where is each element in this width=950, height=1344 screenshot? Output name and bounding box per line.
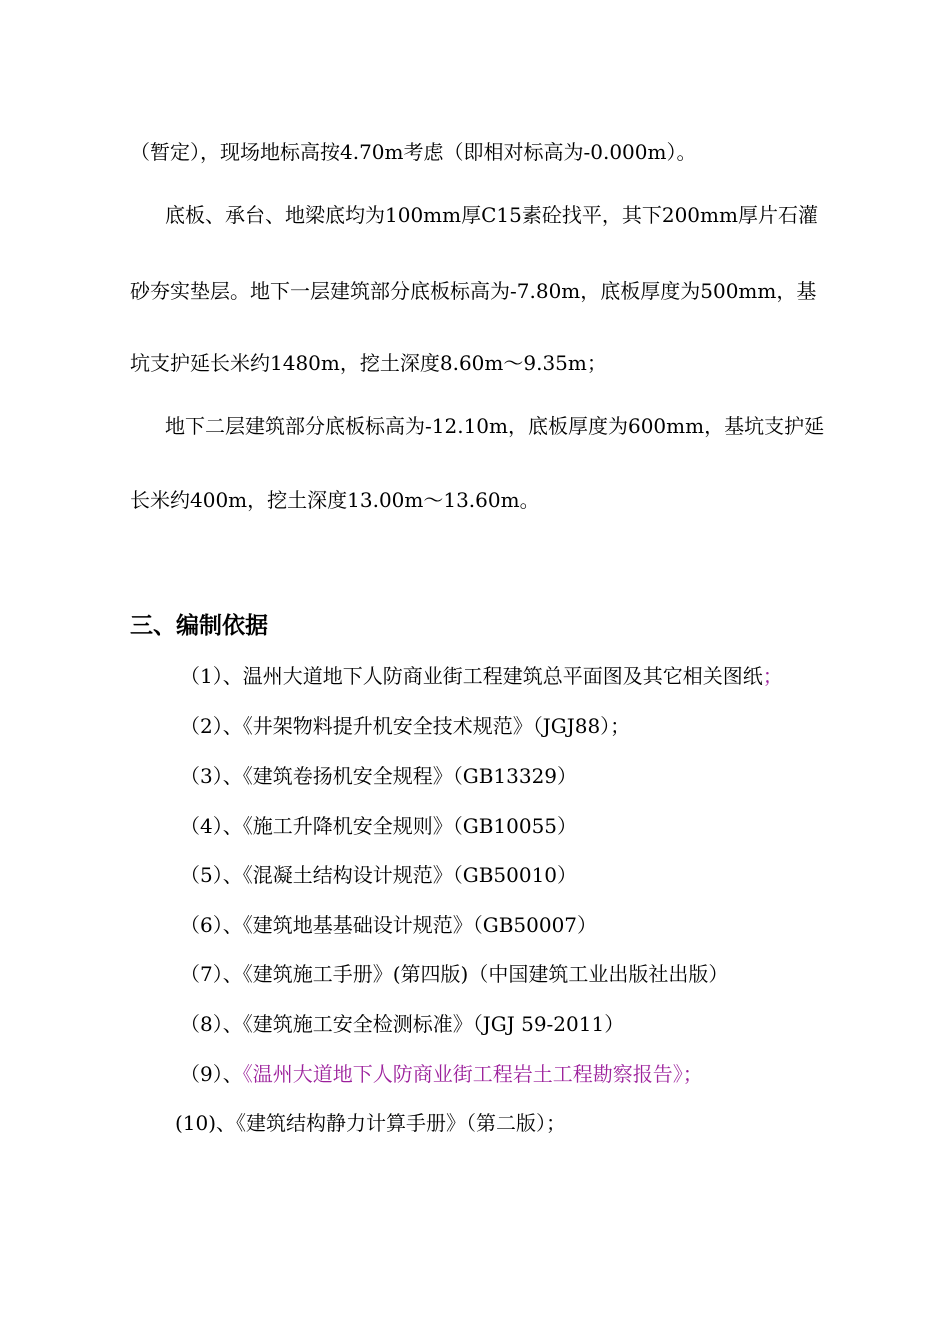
reference-item-5: （5）、《混凝土结构设计规范》（GB50010） — [180, 863, 578, 887]
body-p2-line3: 坑支护延长米约1480m，挖土深度8.60m～9.35m； — [130, 351, 607, 375]
reference-item-10: (10)、《建筑结构静力计算手册》（第二版）； — [175, 1111, 567, 1135]
body-p2-line1: 底板、承台、地梁底均为100mm厚C15素砼找平，其下200mm厚片石灌 — [165, 203, 818, 227]
reference-item-6: （6）、《建筑地基基础设计规范》（GB50007） — [180, 913, 598, 937]
reference-item-9-colored: 《温州大道地下人防商业街工程岩土工程勘察报告》； — [242, 1062, 703, 1086]
reference-item-2: （2）、《井架物料提升机安全技术规范》（JGJ88）； — [180, 714, 631, 738]
body-p3-line1: 地下二层建筑部分底板标高为-12.10m，底板厚度为600mm，基坑支护延 — [165, 414, 825, 438]
reference-item-1-suffix: ； — [762, 664, 783, 688]
reference-item-7: （7）、《建筑施工手册》(第四版)（中国建筑工业出版社出版） — [180, 962, 729, 986]
reference-item-3: （3）、《建筑卷扬机安全规程》（GB13329） — [180, 764, 578, 788]
reference-item-1 — [180, 664, 783, 688]
reference-item-8: （8）、《建筑施工安全检测标准》（JGJ 59-2011） — [180, 1012, 625, 1036]
body-p3-line2: 长米约400m，挖土深度13.00m～13.60m。 — [130, 488, 540, 512]
reference-item-9-text: （9）、 — [180, 1062, 243, 1086]
body-p2-line2: 砂夯实垫层。地下一层建筑部分底板标高为-7.80m，底板厚度为500mm，基 — [130, 279, 817, 303]
reference-item-4: （4）、《施工升降机安全规则》（GB10055） — [180, 814, 578, 838]
reference-item-1-text: （1）、温州大道地下人防商业街工程建筑总平面图及其它相关图纸 — [180, 664, 763, 688]
body-p1-line1: （暂定），现场地标高按4.70m考虑（即相对标高为-0.000m）。 — [130, 140, 697, 164]
reference-item-9 — [180, 1062, 703, 1086]
section-title: 三、编制依据 — [130, 613, 268, 639]
